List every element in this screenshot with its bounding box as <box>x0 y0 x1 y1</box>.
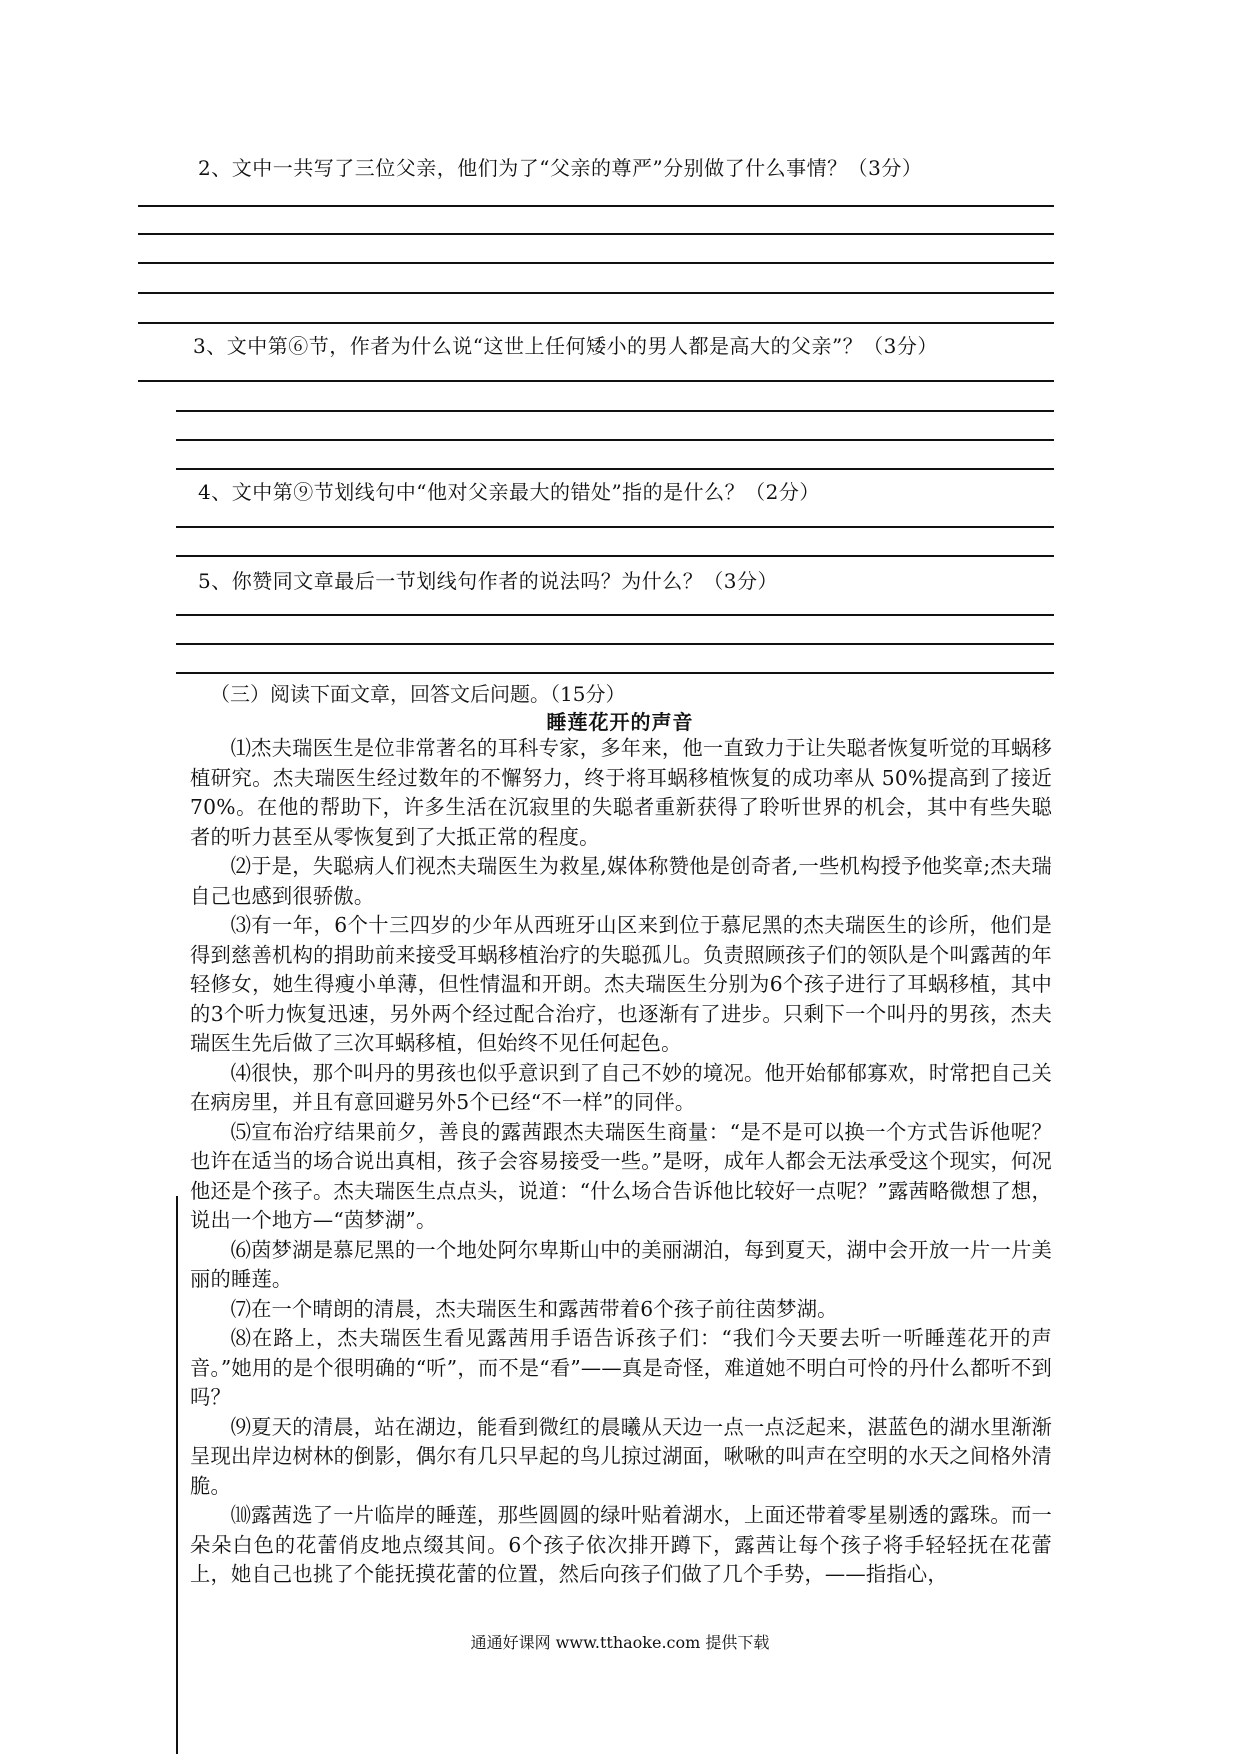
answer-line <box>176 643 1054 645</box>
article-paragraph: ⑴杰夫瑞医生是位非常著名的耳科专家，多年来，他一直致力于让失聪者恢复听觉的耳蜗移植研究。杰夫瑞医生经过数年的不懈努力，终于将耳蜗移植恢复的成功率从 50%提高到了接近 70%。在他的帮助下，许多生活在沉寂里的失聪者重新获得了聆听世界的机会，其中有些失聪者的听力甚至从零恢复到了大抵正常的程度。 <box>190 736 1052 849</box>
answer-line <box>176 468 1054 470</box>
answer-line <box>176 614 1054 616</box>
article-paragraph: ⑼夏天的清晨，站在湖边，能看到微红的晨曦从天边一点一点泛起来，湛蓝色的湖水里渐渐呈现出岸边树林的倒影，偶尔有几只早起的鸟儿掠过湖面，啾啾的叫声在空明的水天之间格外清脆。 <box>190 1414 1052 1498</box>
question-2: 2、文中一共写了三位父亲，他们为了“父亲的尊严”分别做了什么事情？（3分） <box>198 156 923 180</box>
answer-line <box>138 205 1054 207</box>
article-paragraph: ⑷很快，那个叫丹的男孩也似乎意识到了自己不妙的境况。他开始郁郁寡欢，时常把自己关在病房里，并且有意回避另外5个已经“不一样”的同伴。 <box>190 1060 1052 1114</box>
article-paragraph: ⑹茵梦湖是慕尼黑的一个地处阿尔卑斯山中的美丽湖泊，每到夏天，湖中会开放一片一片美丽的睡莲。 <box>190 1237 1052 1291</box>
article-paragraph: ⑵于是，失聪病人们视杰夫瑞医生为救星,媒体称赞他是创奇者,一些机构授予他奖章;杰夫瑞自己也感到很骄傲。 <box>190 854 1052 908</box>
answer-line <box>138 322 1054 324</box>
question-3: 3、文中第⑥节，作者为什么说“这世上任何矮小的男人都是高大的父亲”？（3分） <box>193 334 938 358</box>
answer-line <box>176 439 1054 441</box>
answer-line <box>176 526 1054 528</box>
question-5: 5、你赞同文章最后一节划线句作者的说法吗？为什么？（3分） <box>198 569 778 593</box>
article-body <box>190 734 1052 1590</box>
page-footer: 通通好课网 www.tthaoke.com 提供下载 <box>470 1633 770 1652</box>
article-paragraph: ⑶有一年，6个十三四岁的少年从西班牙山区来到位于慕尼黑的杰夫瑞医生的诊所，他们是得到慈善机构的捐助前来接受耳蜗移植治疗的失聪孤儿。负责照顾孩子们的领队是个叫露茜的年轻修女，她生得瘦小单薄，但性情温和开朗。杰夫瑞医生分别为6个孩子进行了耳蜗移植，其中的3个听力恢复迅速，另外两个经过配合治疗，也逐渐有了进步。只剩下一个叫丹的男孩，杰夫瑞医生先后做了三次耳蜗移植，但始终不见任何起色。 <box>190 913 1052 1055</box>
question-4: 4、文中第⑨节划线句中“他对父亲最大的错处”指的是什么？（2分） <box>198 480 820 504</box>
answer-line <box>176 672 1054 674</box>
answer-line <box>176 410 1054 412</box>
article-paragraph: ⑺在一个晴朗的清晨，杰夫瑞医生和露茜带着6个孩子前往茵梦湖。 <box>230 1296 838 1321</box>
answer-line <box>138 262 1054 264</box>
section-heading: （三）阅读下面文章，回答文后问题。（15分） <box>210 682 626 706</box>
article-paragraph: ⑽露茜选了一片临岸的睡莲，那些圆圆的绿叶贴着湖水，上面还带着零星剔透的露珠。而一朵朵白色的花蕾俏皮地点缀其间。6个孩子依次排开蹲下，露茜让每个孩子将手轻轻抚在花蕾上，她自己也挑了个能抚摸花蕾的位置，然后向孩子们做了几个手势，——指指心， <box>190 1503 1052 1586</box>
answer-line <box>138 380 1054 382</box>
article-paragraph: ⑻在路上，杰夫瑞医生看见露茜用手语告诉孩子们：“我们今天要去听一听睡莲花开的声音。”她用的是个很明确的“听”，而不是“看”——真是奇怪，难道她不明白可怜的丹什么都听不到吗？ <box>190 1326 1052 1409</box>
answer-line <box>176 555 1054 557</box>
margin-line <box>176 1196 178 1754</box>
article-title: 睡莲花开的声音 <box>546 710 694 734</box>
answer-line <box>138 292 1054 294</box>
article-paragraph: ⑸宣布治疗结果前夕，善良的露茜跟杰夫瑞医生商量：“是不是可以换一个方式告诉他呢？也许在适当的场合说出真相，孩子会容易接受一些。”是呀，成年人都会无法承受这个现实，何况他还是个孩子。杰夫瑞医生点点头，说道：“什么场合告诉他比较好一点呢？”露茜略微想了想，说出一个地方—“茵梦湖”。 <box>190 1119 1052 1232</box>
answer-line <box>138 233 1054 235</box>
